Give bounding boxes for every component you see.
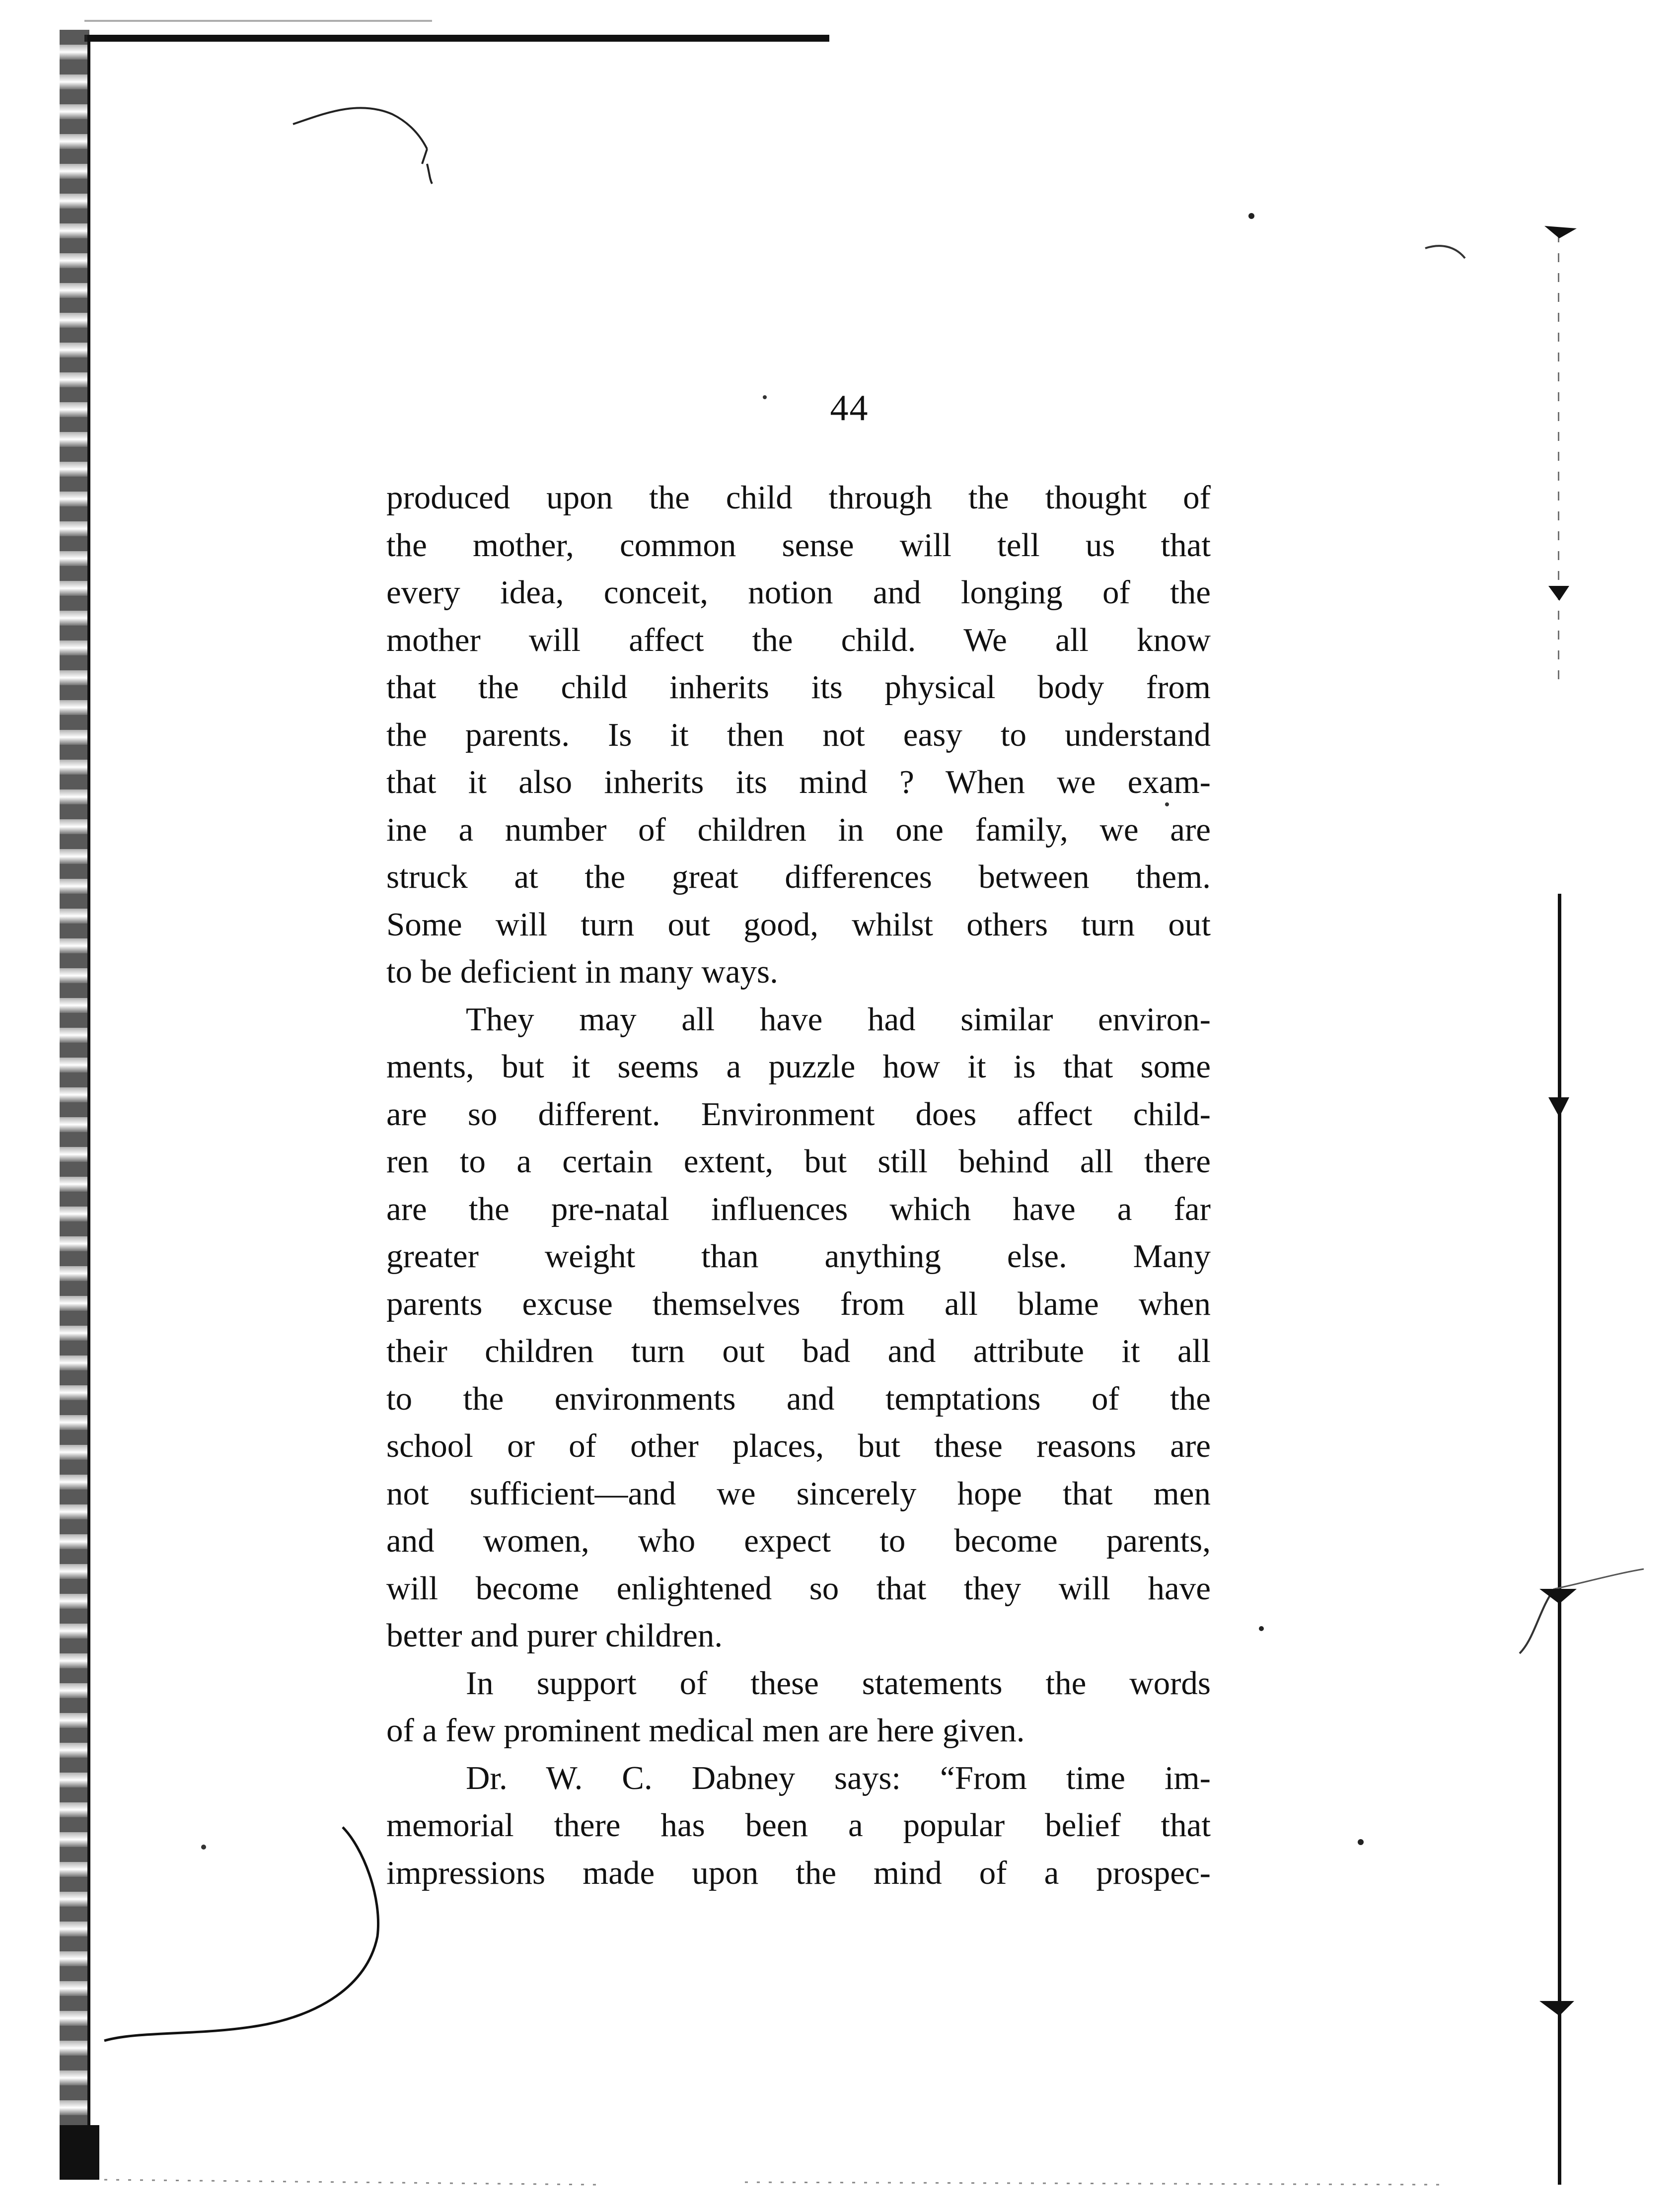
text-line: greater weight than anything else. Many (386, 1238, 1211, 1275)
paragraph-first-line: Dr. W. C. Dabney says: “From time im- (466, 1759, 1211, 1796)
margin-mark-arrow-1 (1544, 226, 1577, 238)
text-line: struck at the great differences between them. (386, 858, 1211, 895)
text-line: memorial there has been a popular belief that (386, 1807, 1211, 1844)
margin-mark-arrow-4 (1539, 1589, 1577, 1604)
text-line: are so different. Environment does affect child- (386, 1095, 1211, 1133)
text-line: are the pre-natal influences which have a far (386, 1190, 1211, 1227)
margin-mark-arrow-3 (1548, 1097, 1569, 1117)
pencil-squiggle-right-top (1425, 246, 1465, 258)
text-line: that it also inherits its mind ? When we exam- (386, 764, 1211, 800)
text-line: that the child inherits its physical body from (386, 669, 1211, 706)
bottom-noise (104, 2180, 1440, 2185)
text-line: mother will affect the child. We all know (386, 621, 1211, 658)
pencil-curve-bottom-right (1520, 1589, 1554, 1653)
body-text (386, 474, 1211, 1897)
text-line: the mother, common sense will tell us that (386, 526, 1211, 564)
text-line: and women, who expect to become parents, (386, 1522, 1211, 1559)
page-number: 44 (830, 388, 869, 428)
text-line: to the environments and temptations of the (386, 1380, 1211, 1417)
paragraph-end-line: of a few prominent medical men are here given. (386, 1712, 1025, 1749)
margin-mark-arrow-2 (1548, 586, 1569, 601)
paragraph-end-line: better and purer children. (386, 1617, 723, 1654)
speck-1 (1248, 213, 1254, 219)
pencil-stroke-right (1554, 1569, 1644, 1589)
speck-3 (1259, 1626, 1264, 1631)
text-line: their children turn out bad and attribute it all (386, 1333, 1211, 1369)
paragraph-first-line: They may all have had similar environ- (466, 1000, 1211, 1038)
text-line: ine a number of children in one family, we are (386, 811, 1211, 848)
text-line: Some will turn out good, whilst others turn out (386, 906, 1211, 943)
text-line: the parents. Is it then not easy to understand (386, 716, 1211, 753)
paragraph-end-line: to be deficient in many ways. (386, 953, 778, 990)
text-line: every idea, conceit, notion and longing of the (386, 574, 1211, 611)
pencil-curve-bottom-left (104, 1827, 378, 2041)
margin-mark-arrow-5 (1539, 2001, 1574, 2016)
text-line: impressions made upon the mind of a prospec- (386, 1854, 1211, 1891)
speck-2 (1358, 1839, 1364, 1845)
paragraph-first-line: In support of these statements the words (466, 1664, 1211, 1702)
text-line: ments, but it seems a puzzle how it is that some (386, 1048, 1211, 1085)
text-line: not sufficient—and we sincerely hope that men (386, 1475, 1211, 1512)
text-line: parents excuse themselves from all blame when (386, 1285, 1211, 1322)
text-line: produced upon the child through the thought of (386, 479, 1211, 516)
text-line: will become enlightened so that they will have (386, 1570, 1211, 1607)
text-line: school or of other places, but these reasons are (386, 1427, 1211, 1464)
speck-4 (201, 1845, 206, 1850)
pencil-squiggle-top (293, 108, 432, 184)
text-line: ren to a certain extent, but still behind all there (386, 1143, 1211, 1180)
